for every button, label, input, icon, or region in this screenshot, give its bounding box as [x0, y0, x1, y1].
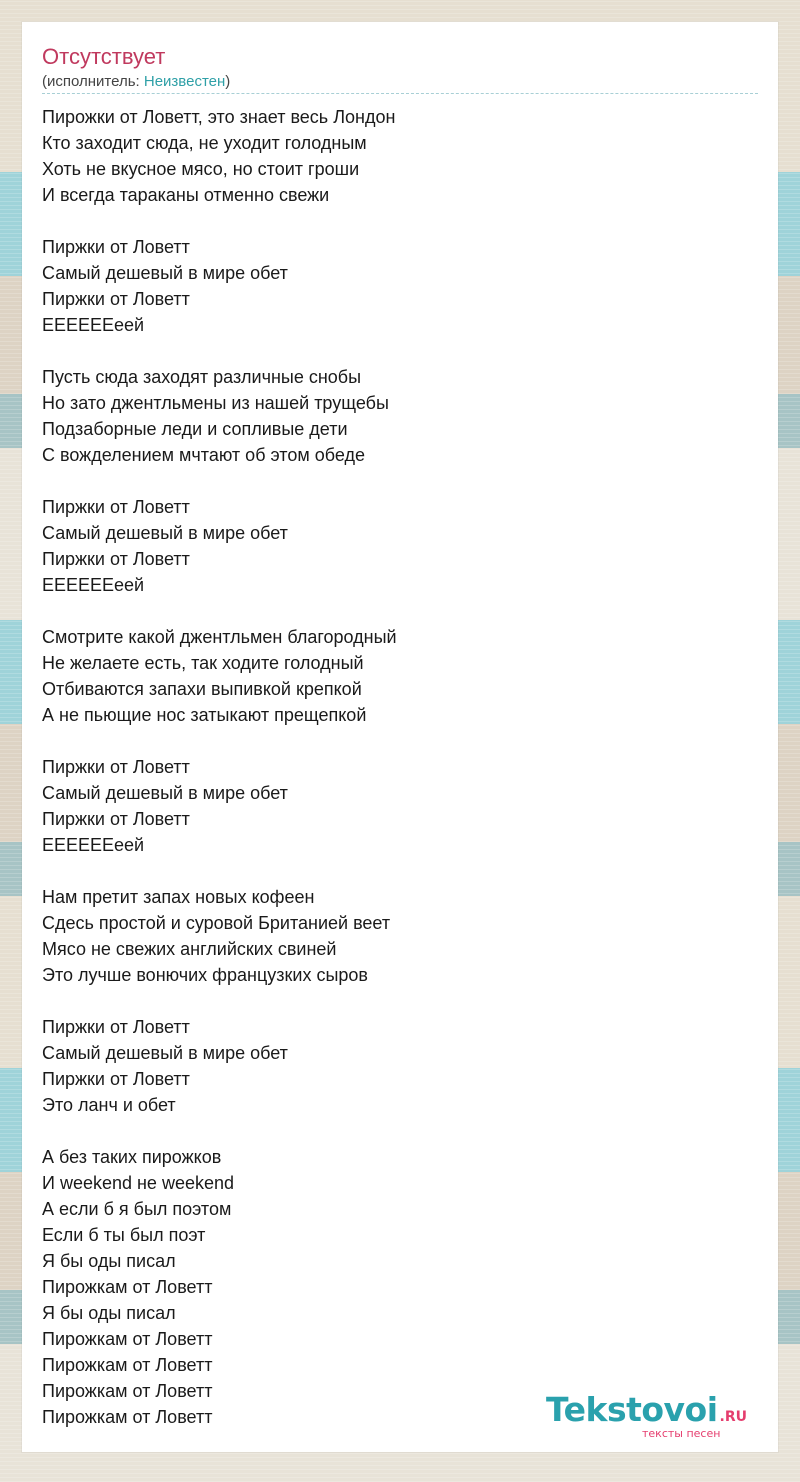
lyric-line: Не желаете есть, так ходите голодный: [42, 653, 364, 673]
logo-domain: .RU: [719, 1409, 748, 1425]
lyric-line: Кто заходит сюда, не уходит голодным: [42, 133, 367, 153]
lyric-line: А если б я был поэтом: [42, 1199, 232, 1219]
lyrics-card: [22, 22, 778, 1452]
artist-prefix: (исполнитель:: [42, 73, 144, 90]
lyric-line: ЕЕЕЕЕЕеей: [42, 315, 145, 335]
lyric-line: Пирожкам от Ловетт: [42, 1277, 213, 1297]
site-logo[interactable]: [546, 1390, 748, 1440]
lyric-line: Самый дешевый в мире обет: [42, 1043, 288, 1063]
artist-line: [42, 72, 230, 92]
lyric-line: Я бы оды писал: [42, 1303, 176, 1323]
lyric-line: А без таких пирожков: [42, 1147, 222, 1167]
lyric-line: Пирожкам от Ловетт: [42, 1407, 213, 1427]
lyric-line: Пиржки от Ловетт: [42, 289, 190, 309]
lyric-line: И всегда тараканы отменно свежи: [42, 185, 330, 205]
lyric-line: И weekend не weekend: [42, 1173, 234, 1193]
lyric-line: Если б ты был поэт: [42, 1225, 206, 1245]
lyric-line: Пиржки от Ловетт: [42, 549, 190, 569]
lyric-line: Сдесь простой и суровой Британией веет: [42, 913, 391, 933]
lyric-line: Нам претит запах новых кофеен: [42, 887, 315, 907]
lyric-line: ЕЕЕЕЕЕеей: [42, 835, 145, 855]
lyric-line: Пирожки от Ловетт, это знает весь Лондон: [42, 107, 396, 127]
lyric-line: Пирожкам от Ловетт: [42, 1355, 213, 1375]
lyric-line: А не пьющие нос затыкают прещепкой: [42, 705, 367, 725]
lyric-line: Подзаборные леди и сопливые дети: [42, 419, 348, 439]
lyric-line: [42, 858, 758, 884]
lyric-line: [42, 338, 758, 364]
lyric-line: [42, 598, 758, 624]
lyric-line: Пирожкам от Ловетт: [42, 1381, 213, 1401]
lyric-line: Пиржки от Ловетт: [42, 1069, 190, 1089]
lyric-line: ЕЕЕЕЕЕеей: [42, 575, 145, 595]
lyric-line: Самый дешевый в мире обет: [42, 783, 288, 803]
lyric-line: Пиржки от Ловетт: [42, 1017, 190, 1037]
lyric-line: Это ланч и обет: [42, 1095, 176, 1115]
lyric-line: [42, 468, 758, 494]
lyric-line: Пиржки от Ловетт: [42, 497, 190, 517]
lyric-line: Это лучше вонючих французких сыров: [42, 965, 368, 985]
lyric-line: Но зато джентльмены из нашей трущебы: [42, 393, 389, 413]
lyric-line: Пусть сюда заходят различные снобы: [42, 367, 362, 387]
artist-link[interactable]: Неизвестен: [143, 73, 226, 90]
lyric-line: Пиржки от Ловетт: [42, 237, 190, 257]
divider: [42, 93, 758, 94]
lyric-line: Пиржки от Ловетт: [42, 809, 190, 829]
lyric-line: Самый дешевый в мире обет: [42, 263, 288, 283]
lyric-line: Хоть не вкусное мясо, но стоит гроши: [42, 159, 360, 179]
lyric-line: Я бы оды писал: [42, 1251, 176, 1271]
lyric-line: [42, 988, 758, 1014]
lyric-line: Мясо не свежих английских свиней: [42, 939, 337, 959]
lyric-line: Самый дешевый в мире обет: [42, 523, 288, 543]
lyrics-text: [42, 104, 758, 1430]
lyric-line: Отбиваются запахи выпивкой крепкой: [42, 679, 362, 699]
lyric-line: С вожделением мчтают об этом обеде: [42, 445, 365, 465]
lyric-line: Пиржки от Ловетт: [42, 757, 190, 777]
artist-suffix: ): [225, 73, 231, 90]
lyric-line: Смотрите какой джентльмен благородный: [42, 627, 397, 647]
logo-name: Tekstovoi: [546, 1390, 718, 1429]
lyric-line: Пирожкам от Ловетт: [42, 1329, 213, 1349]
logo-tagline: тексты песен: [642, 1427, 721, 1440]
lyric-line: [42, 1118, 758, 1144]
lyric-line: [42, 208, 758, 234]
song-title: Отсутствует: [42, 44, 166, 69]
lyric-line: [42, 728, 758, 754]
